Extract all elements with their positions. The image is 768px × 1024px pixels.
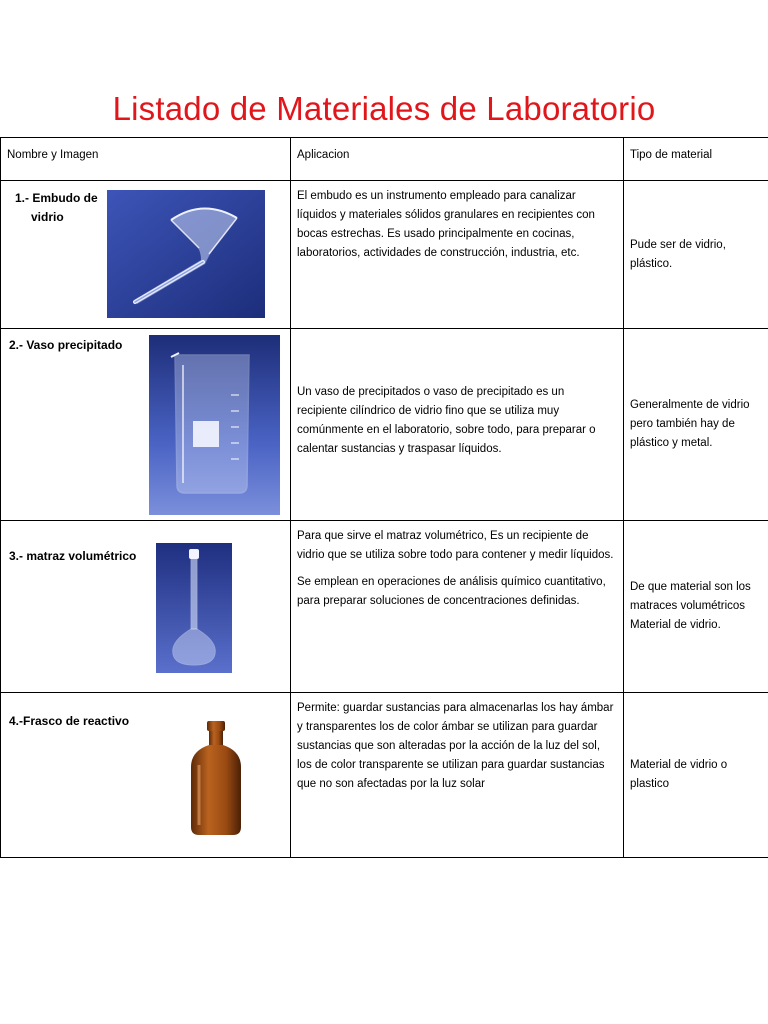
- application-text: Para que sirve el matraz volumétrico, Es un recipiente de vidrio que se utiliza sobre todo para contener y medir líquidos.: [297, 530, 614, 561]
- material-text: Pude ser de vidrio, plástico.: [630, 238, 726, 270]
- header-name-image: Nombre y Imagen: [1, 138, 291, 181]
- beaker-image: [149, 335, 280, 515]
- header-material-type: Tipo de material: [624, 138, 768, 181]
- application-text: El embudo es un instrumento empleado para canalizar líquidos y materiales sólidos granulares en recipientes con bocas estrechas. Es usado principalmente en cocinas, laboratorios, actividades de construcción, industria, etc.: [297, 190, 595, 259]
- volumetric-flask-image: [156, 543, 232, 673]
- material-text: De que material son los matraces volumétricos Material de vidrio.: [630, 581, 751, 631]
- table-row: [1, 181, 768, 329]
- material-cell: [624, 693, 768, 858]
- funnel-image: [107, 190, 265, 318]
- table-row: [1, 693, 768, 858]
- material-cell: [624, 181, 768, 329]
- item-name: 2.- Vaso precipitado: [9, 338, 123, 352]
- material-text: Generalmente de vidrio pero también hay de plástico y metal.: [630, 399, 750, 449]
- application-text: Se emplean en operaciones de análisis químico cuantitativo, para preparar soluciones de concentraciones definidas.: [297, 576, 606, 607]
- item-name: 1.- Embudo de vidrio: [15, 191, 98, 224]
- item-name: 3.- matraz volumétrico: [9, 549, 137, 563]
- application-text: Un vaso de precipitados o vaso de precipitado es un recipiente cilíndrico de vidrio fino que se utiliza muy comúnmente en el laboratorio, sobre todo, para preparar o calentar sustancias y traspasar líquidos.: [297, 385, 596, 455]
- name-image-cell: [1, 329, 291, 521]
- application-cell: [291, 181, 624, 329]
- table-row: [1, 521, 768, 693]
- application-cell: [291, 693, 624, 858]
- material-text: Material de vidrio o plastico: [630, 759, 728, 790]
- application-cell: [291, 329, 624, 521]
- reagent-bottle-image: [185, 719, 247, 839]
- application-text: Permite: guardar sustancias para almacenarlas los hay ámbar y transparentes los de color ámbar se utilizan para guardar sustancias que son alteradas por la acción de la luz del sol, los de color transparente se utilizan para guardar sustancias que no son afectadas por la luz solar: [297, 702, 614, 790]
- item-name: 4.-Frasco de reactivo: [9, 714, 130, 728]
- header-application: Aplicacion: [291, 138, 624, 181]
- name-image-cell: [1, 521, 291, 693]
- material-cell: [624, 329, 768, 521]
- table-header-row: [1, 138, 768, 181]
- page-title: Listado de Materiales de Laboratorio: [112, 90, 656, 127]
- table-row: [1, 329, 768, 521]
- application-cell: [291, 521, 624, 693]
- name-image-cell: [1, 693, 291, 858]
- name-image-cell: [1, 181, 291, 329]
- materials-table: [0, 137, 768, 858]
- material-cell: [624, 521, 768, 693]
